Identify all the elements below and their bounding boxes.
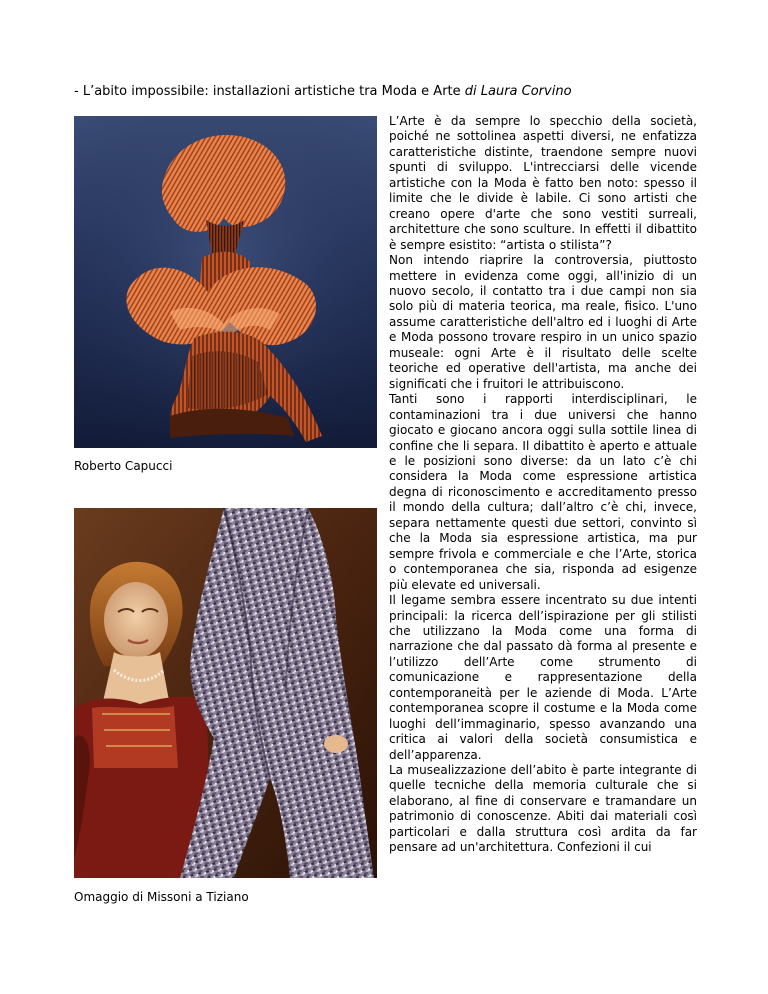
caption-roberto-capucci: Roberto Capucci (74, 459, 173, 473)
article-paragraph-3: Tanti sono i rapporti interdisciplinari, le contaminazioni tra i due universi che hanno giocato e giocano ancora oggi sulla sottile linea di confine che li separa. Il dibattito è aperto e attuale e le posizioni sono diverse: da un lato c’è chi considera la Moda come espressione artistica degna di riconoscimento e accreditamento presso il mondo della cultura; dall’altro c’è chi, invece, separa nettamente questi due settori, convinto sì che la Moda sia espressione artistica, ma pur sempre frivola e commerciale e che l’Arte, storica o contemporanea che sia, risponda ad esigenze più elevate ed universali. (389, 392, 697, 592)
title-author: di Laura Corvino (464, 84, 572, 99)
article-paragraph-5: La musealizzazione dell’abito è parte integrante di quelle tecniche della memoria culturale che si elaborano, al fine di conservare e tramandare un patrimonio di conoscenze. Abiti dai materiali così particolari e dalla struttura così ardita da far pensare ad un'architettura. Confezioni il cui (389, 763, 697, 855)
missoni-tiziano-photo (74, 508, 377, 878)
article-body (389, 114, 697, 856)
article-paragraph-1: L’Arte è da sempre lo specchio della società, poiché ne sottolinea aspetti diversi, ne enfatizza caratteristiche distinte, traendone sempre nuovi spunti di sviluppo. L'intrecciarsi delle vicende artistiche con la Moda è fatto ben noto: spesso il limite che le divide è labile. Ci sono artisti che creano opere d'arte che sono vestiti surreali, architetture che sono sculture. In effetti il dibattito è sempre esistito: “artista o stilista”? (389, 114, 697, 252)
title-text: - L’abito impossibile: installazioni artistiche tra Moda e Arte (74, 84, 465, 99)
article-paragraph-4: Il legame sembra essere incentrato su due intenti principali: la ricerca dell’ispirazione per gli stilisti che utilizzano la Moda come una forma di narrazione che dal passato dà forma al presente e l’utilizzo dell’Arte come strumento di comunicazione e rappresentazione della contemporaneità per le aziende di Moda. L’Arte contemporanea scopre il costume e la Moda come luoghi dell’immaginario, spesso avanzando una critica ai valori della società consumistica e dell’apparenza. (389, 593, 697, 762)
capucci-dress-photo (74, 116, 377, 448)
caption-missoni-tiziano: Omaggio di Missoni a Tiziano (74, 890, 249, 904)
article-paragraph-2: Non intendo riaprire la controversia, piuttosto mettere in evidenza come oggi, all'inizio di un nuovo secolo, il contatto tra i due campi non sia solo più di materia teorica, ma reale, fisico. L'uno assume caratteristiche dell'altro ed i luoghi di Arte e Moda possono trovare respiro in un unico spazio museale: ogni Arte è il risultato delle scelte teoriche ed operative dell'artista, ma anche dei significati che i fruitori le attribuiscono. (389, 253, 697, 391)
page-title (74, 84, 572, 100)
